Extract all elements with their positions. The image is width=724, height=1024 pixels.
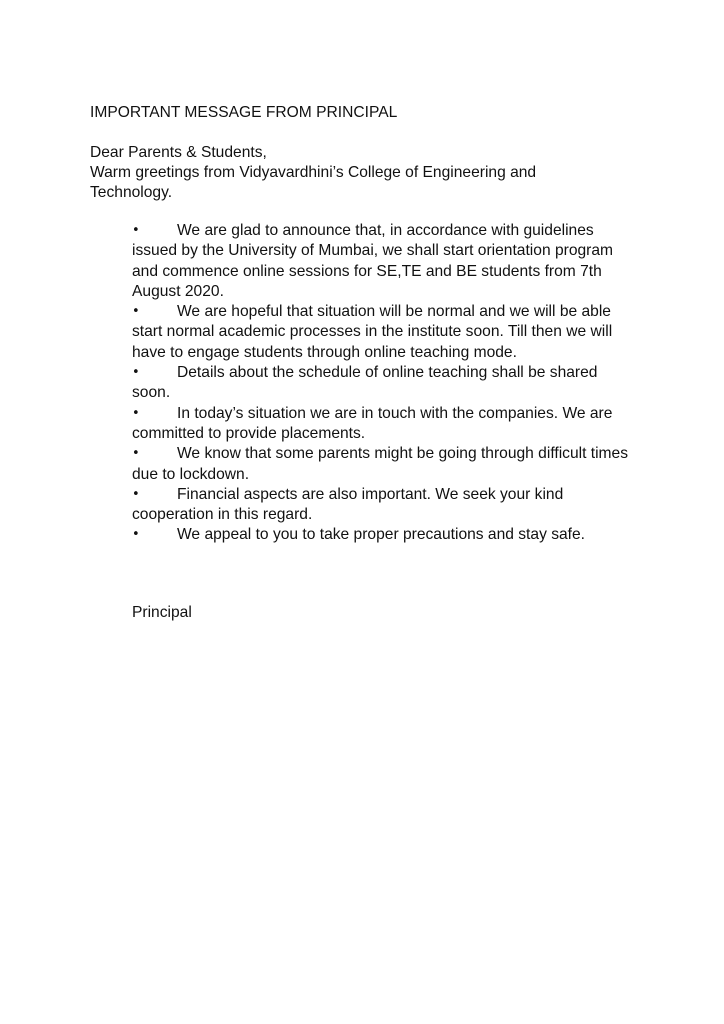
announcement-list [132, 221, 637, 546]
greeting-text: Warm greetings from Vidyavardhini’s College of Engineering and Technology. [90, 164, 537, 202]
bullet-icon: • [132, 223, 140, 238]
bullet-icon: • [132, 405, 140, 421]
list-item-text: We appeal to you to take proper precautions and stay safe. [177, 526, 586, 544]
list-item-text: We are hopeful that situation will be normal and we will be able start normal academic processes in the institute soon. Till then we will have to engage students through online teaching mode. [132, 303, 613, 361]
list-item [132, 221, 637, 302]
list-item [132, 444, 637, 485]
list-item [132, 363, 637, 404]
list-item-text: Details about the schedule of online teaching shall be shared soon. [132, 364, 598, 402]
bullet-icon: • [132, 446, 140, 462]
bullet-icon: • [132, 527, 140, 543]
list-item-text: In today’s situation we are in touch with the companies. We are committed to provide placements. [132, 404, 613, 442]
bullet-icon: • [132, 304, 140, 320]
list-item-text: Financial aspects are also important. We seek your kind cooperation in this regard. [132, 485, 564, 524]
bullet-icon: • [132, 486, 140, 502]
list-item-text: We are glad to announce that, in accordance with guidelines issued by the University of Mumbai, we shall start orientation program and commence online sessions for SE,TE and BE students from 7th August 2020. [132, 222, 614, 300]
bullet-icon: • [132, 365, 140, 381]
list-item-text: We know that some parents might be going through difficult times due to lockdown. [132, 445, 629, 483]
salutation: Dear Parents & Students, [90, 144, 267, 161]
list-item [132, 404, 637, 445]
message-heading: IMPORTANT MESSAGE FROM PRINCIPAL [90, 104, 398, 121]
list-item [132, 302, 637, 363]
list-item [132, 485, 637, 526]
list-item [132, 525, 637, 545]
signature: Principal [132, 604, 192, 621]
